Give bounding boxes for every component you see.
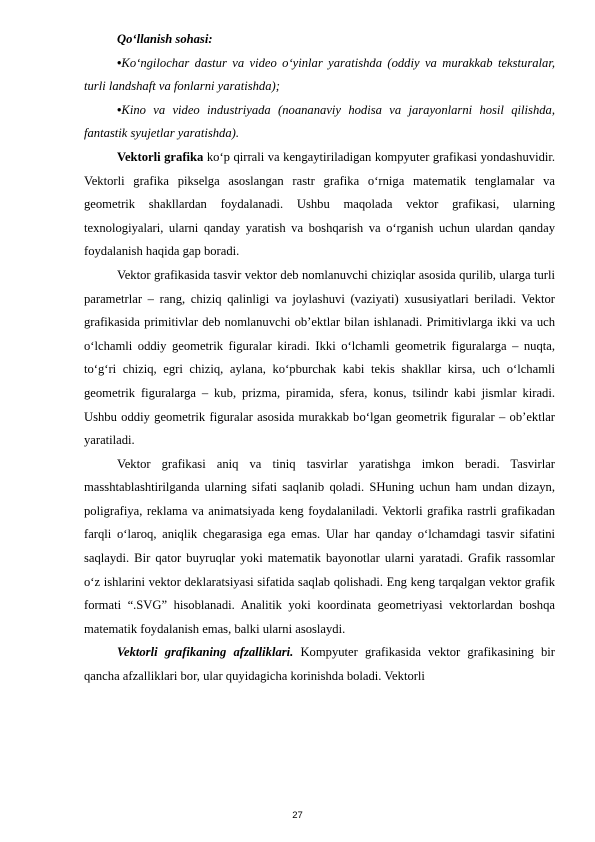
paragraph-primitives: Vektor grafikasida tasvir vektor deb nomlanuvchi chiziqlar asosida qurilib, ularga turli parametrlar – rang, chiziq qalinligi va joylashuvi (vaziyati) xususiyatlari beriladi. Vektor grafikasida primitivlar deb nomlanuvchi ob’ektlar bilan ishlanadi. Primitivlarga ikki va uch o‘lchamli oddiy geometrik figuralar kiradi. Ikki o‘lchamli geometrik figuralarga – nuqta, to‘g‘ri chiziq, egri chiziq, aylana, ko‘pburchak kabi tekis shakllar kirsa, uch o‘lchamli geometrik figuralarga – kub, prizma, piramida, sfera, konus, tsilindr kabi jismlar kiradi. Ushbu oddiy geometrik figuralar asosida murakkab bo‘lgan geometrik figuralar – ob’ektlar yaratiladi.	[84, 267, 555, 448]
paragraph-4-text: Kompyuter grafikasida vektor grafikasining bir qancha afzalliklari bor, ular quyidagicha korinishda boladi. Vektorli	[84, 645, 555, 684]
bullet-text-1: Ko‘ngilochar dastur va video o‘yinlar yaratishda (oddiy va murakkab teksturalar, turli landshaft va fonlarni yaratishda);	[84, 55, 555, 94]
section-heading: Qo‘llanish sohasi:	[117, 32, 213, 46]
paragraph-advantages	[84, 641, 555, 688]
bullet-icon: •	[117, 55, 122, 70]
bullet-item-1	[84, 52, 555, 99]
term-advantages: Vektorli grafikaning afzalliklari.	[117, 645, 294, 660]
bullet-item-2	[84, 99, 555, 146]
page-number: 27	[292, 810, 303, 821]
document-page	[84, 28, 555, 689]
bullet-text-2: Kino va video industriyada (noananaviy hodisa va jarayonlarni hosil qilishda, fantastik syujetlar yaratishda).	[84, 102, 555, 141]
paragraph-quality: Vektor grafikasi aniq va tiniq tasvirlar yaratishga imkon beradi. Tasvirlar masshtablashtirilganda ularning sifati saqlanib qoladi. SHuning uchun ham undan dizayn, poligrafiya, reklama va animatsiyada keng foydalaniladi. Vektorli grafika rastrli grafikadan farqli o‘laroq, aniqlik chegarasiga ega emas. Ular har qanday o‘lchamdagi tasvir sifatini saqlaydi. Bir qator buyruqlar yoki matematik bayonotlar ularni yaratadi. Grafik rassomlar o‘z ishlarini vektor deklaratsiyasi sifatida saqlab qolishadi. Eng keng tarqalgan vektor grafik formati “.SVG” hisoblanadi. Analitik yoki koordinata geometriyasi vektorlardan boshqa matematik foydalanish emas, balki ularni asoslaydi.	[84, 456, 555, 636]
paragraph-vector-graphics-intro	[84, 146, 555, 264]
bullet-icon: •	[117, 102, 122, 117]
paragraph-1-text: ko‘p qirrali va kengaytiriladigan kompyuter grafikasi yondashuvidir. Vektorli grafika pikselga asoslangan rastr grafika o‘rniga matematik tenglamalar va geometrik shakllardan foydalanadi. Ushbu maqolada vektor grafikasi, ularning texnologiyalari, ularni qanday yaratish va boshqarish va o‘rganish uchun ulardan qanday foydalanish haqida gap boradi.	[84, 149, 556, 259]
term-vektorli-grafika: Vektorli grafika	[117, 149, 204, 164]
